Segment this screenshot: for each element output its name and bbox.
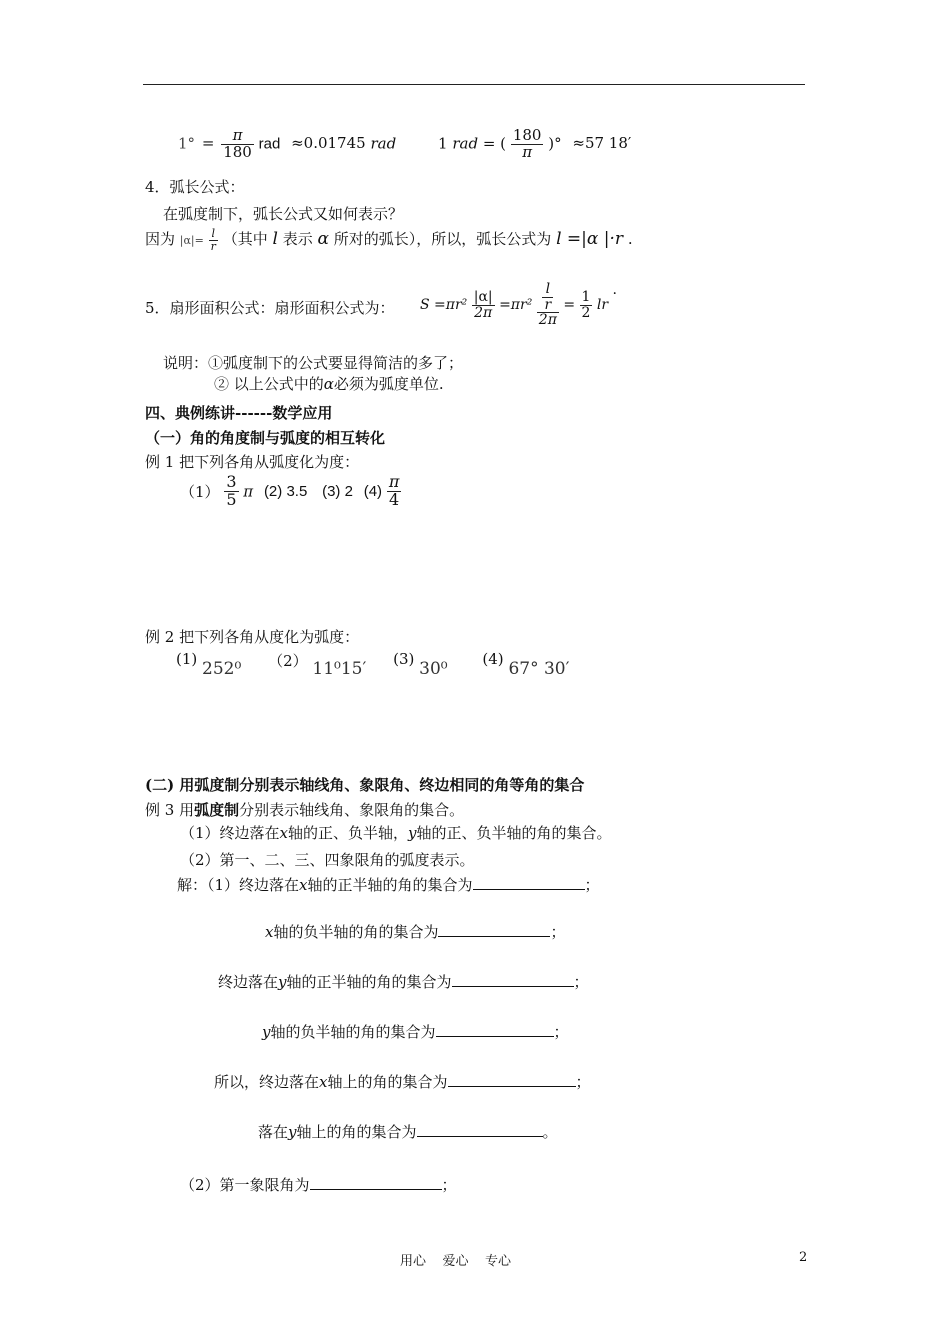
example-3: 例 3 用弧度制分别表示轴线角、象限角的集合。 bbox=[145, 801, 465, 819]
rad-degree-conversion: 1 rad = ( $\frac{180}{\pi}$ )° ≈57 18′ bbox=[438, 126, 632, 161]
question-2: （2）第一、二、三、四象限角的弧度表示。 bbox=[180, 851, 475, 869]
subsection-one-heading: （一）角的角度制与弧度的相互转化 bbox=[145, 429, 386, 447]
solution-x-axis: 所以，终边落在x轴上的角的集合为 ； bbox=[214, 1073, 591, 1091]
solution-x-negative: x轴的负半轴的角的集合为 ； bbox=[265, 923, 566, 941]
page-number: 2 bbox=[799, 1250, 808, 1265]
pi-over-four: $\frac{\pi}{4}$ bbox=[388, 472, 400, 509]
solution-y-negative: y轴的负半轴的角的集合为 ； bbox=[262, 1023, 569, 1041]
subsection-two-heading: (二) 用弧度制分别表示轴线角、象限角、终边相同的角等角的集合 bbox=[145, 776, 585, 794]
sec4-question: 在弧度制下，弧长公式又如何表示？ bbox=[163, 205, 404, 223]
sec4-arc-length-line: 因为 |α|= $\frac{l}{r}$ （其中 l 表示 α 所对的弧长），所以，弧长公式为 l =|α |·r . bbox=[145, 227, 633, 253]
solution-y-axis: 落在y轴上的角的集合为 。 bbox=[258, 1123, 558, 1141]
l-r-over-2pi: $\frac{\frac{l}{r}}{2\pi}$ bbox=[538, 281, 557, 329]
note-line-1: 说明：①弧度制下的公式要显得简洁的多了； bbox=[163, 354, 464, 372]
sector-area-formula: S =πr² $\frac{|\alpha|}{2\pi}$ =πr² $\frac{\frac{l}{r}}{2\pi}$ = $\frac{1}{2}$ lr . bbox=[420, 281, 617, 329]
solution-y-positive: 终边落在y轴的正半轴的角的集合为 ； bbox=[218, 973, 589, 991]
one-half: $\frac{1}{2}$ bbox=[581, 288, 591, 321]
180-over-pi: $\frac{180}{\pi}$ bbox=[512, 126, 542, 161]
note-line-2: ② 以上公式中的α必须为弧度单位. bbox=[214, 375, 444, 393]
three-fifths: $\frac{3}{5}$ bbox=[226, 472, 237, 509]
pi-over-180: $\frac{\pi}{180}$ bbox=[223, 126, 252, 161]
example-1-items: （1） $\frac{3}{5}$ π (2) 3.5 (3) 2 (4) $\frac{\pi}{4}$ bbox=[180, 472, 400, 509]
question-1: （1）终边落在x轴的正、负半轴，y轴的正、负半轴的角的集合。 bbox=[180, 824, 612, 842]
solution-x-positive: 解：（1）终边落在x轴的正半轴的角的集合为 ； bbox=[177, 876, 600, 894]
section-four-heading: 四、典例练讲------数学应用 bbox=[145, 404, 333, 422]
header-rule bbox=[143, 84, 805, 85]
alpha-over-2pi: $\frac{|\alpha|}{2\pi}$ bbox=[473, 288, 493, 321]
example-2-items: (1) 252⁰ （2） 11⁰15′ (3) 30⁰ (4) 67° 30′ bbox=[176, 650, 570, 679]
sec4-heading: 4．弧长公式： bbox=[145, 178, 245, 196]
footer-text: 用心 爱心 专心 bbox=[400, 1254, 512, 1269]
l-over-r: $\frac{l}{r}$ bbox=[210, 227, 216, 253]
sec5-heading: 5．扇形面积公式：扇形面积公式为： bbox=[145, 299, 395, 317]
solution-quadrant-1: （2）第一象限角为 ； bbox=[180, 1176, 457, 1194]
example-2: 例 2 把下列各角从度化为弧度： bbox=[145, 628, 360, 646]
example-1: 例 1 把下列各角从弧度化为度： bbox=[145, 453, 360, 471]
degree-rad-conversion: 1° = $\frac{\pi}{180}$ rad ≈0.01745 rad bbox=[178, 126, 397, 161]
